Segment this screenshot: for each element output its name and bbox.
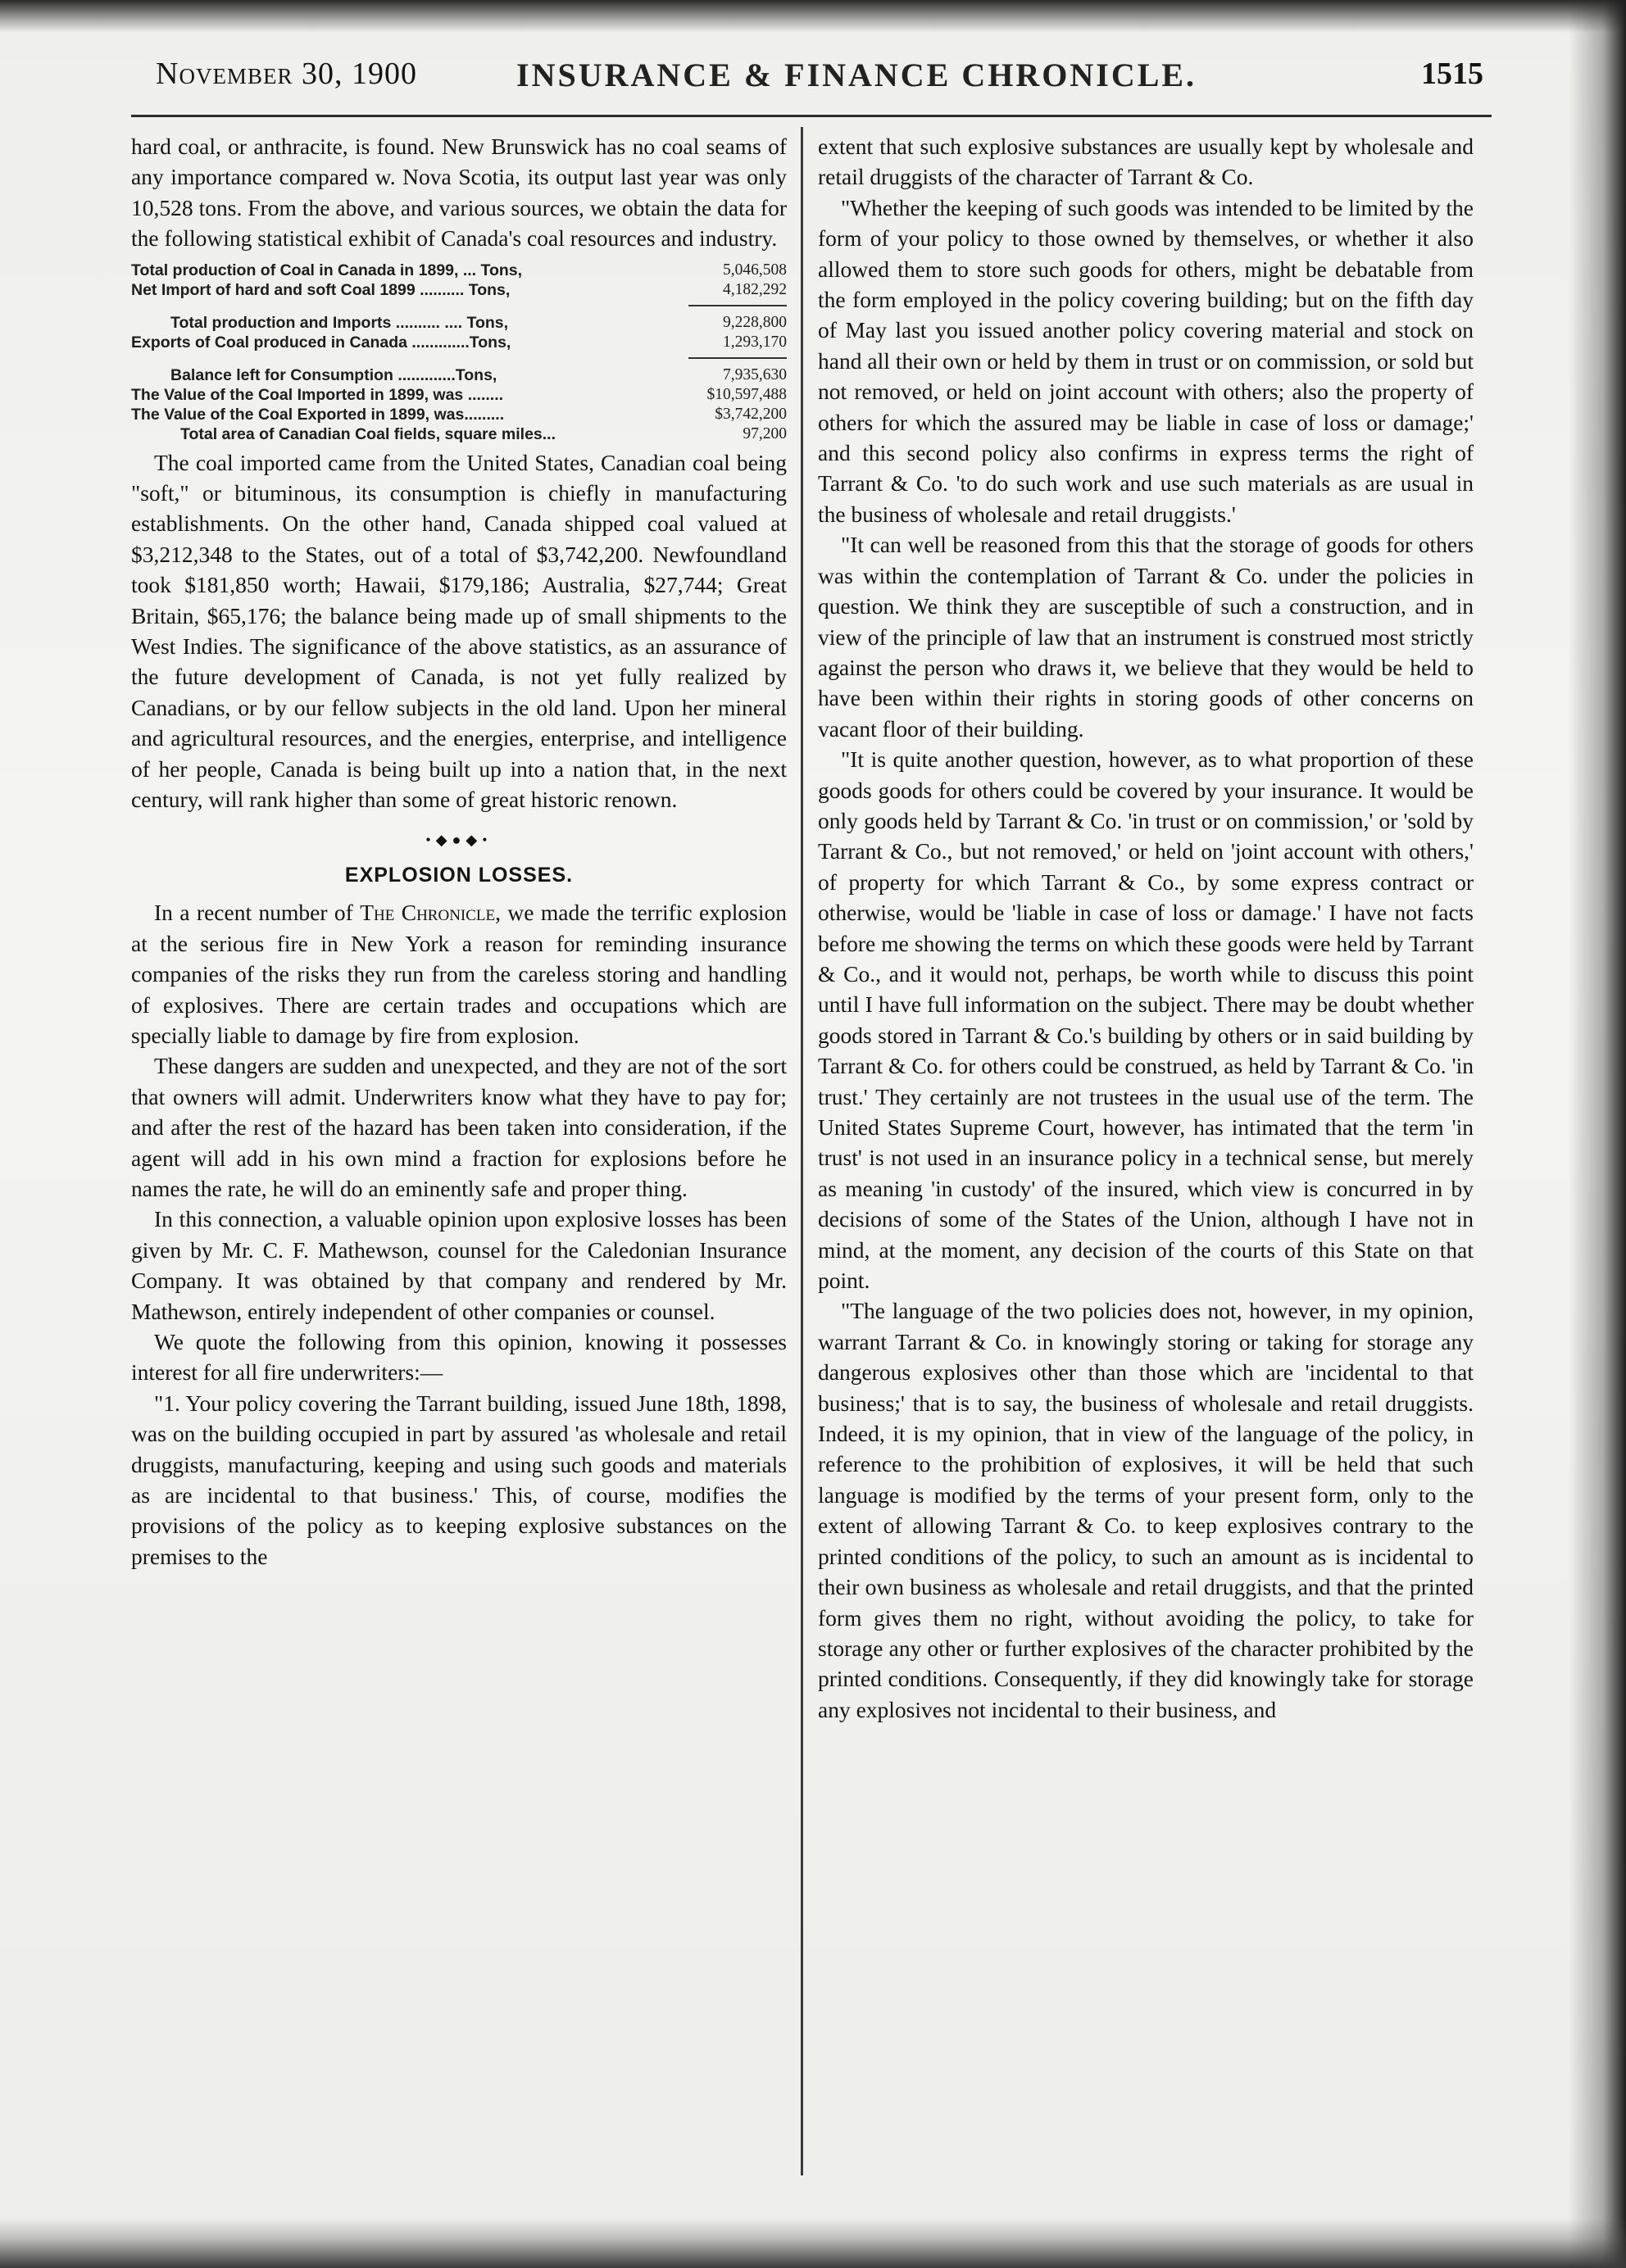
coal-imported-paragraph: The coal imported came from the United States, Canadian coal being "soft," or bituminous, its consumption is chiefly in manufacturing establishments. On the other hand, Canada shipped coal valued at $3,212,348 to the States, out of a total of $3,742,200. Newfoundland took $181,850 worth; Hawaii, $179,186; Australia, $27,744; Great Britain, $65,176; the balance being made up of small shipments to the West Indies. The significance of the above statistics, as an assurance of the future development of Canada, is not yet fully realized by Canadians, or by our fellow subjects in the old land. Upon her mineral and agricultural resources, and the energies, enterprise, and intelligence of her people, Canada is being built up into a nation that, in the next century, will rank higher than some of great historic renown. bbox=[131, 449, 787, 813]
stats-sum-rule bbox=[131, 300, 787, 313]
stats-value: $10,597,488 bbox=[706, 385, 787, 403]
stats-value: 9,228,800 bbox=[723, 313, 787, 331]
coal-intro-paragraph: hard coal, or anthracite, is found. New Brunswick has no coal seams of any importance compared w. Nova Scotia, its output last year was only 10,528 tons. From the above, and various sources, we obtain the data for the following statistical exhibit of Canada's coal resources and industry. bbox=[131, 134, 787, 252]
stats-label: Total production of Coal in Canada in 1899, ... Tons, bbox=[131, 261, 523, 279]
another-question-paragraph: "It is quite another question, however, as to what proportion of these goods goods for others could be covered by your insurance. It would be only goods held by Tarrant & Co. 'in trust or on commission,' or 'sold by Tarrant & Co., but not removed,' or held on 'joint account with others,' of property for which Tarrant & Co., by some express contract or otherwise, would be 'liable in case of loss or damage.' I have not facts before me showing the terms on which these goods were held by Tarrant & Co., and it would not, perhaps, be worth while to discuss this point until I have full information on the subject. There may be doubt whether goods stored in Tarrant & Co.'s building by others or in said building by Tarrant & Co. for others could be construed, as held by Tarrant & Co. 'in trust.' They certainly are not trustees in the usual use of the term. The United States Supreme Court, however, has intimated that the term 'in trust' is not used in an insurance policy in a technical sense, but merely as meaning 'in custody' of the insured, which view is concurred in by decisions of some of the States of the Union, although I have not in mind, at the moment, any decision of the courts of this State on that point. bbox=[818, 746, 1474, 1294]
stats-label: Total production and Imports .......... .... Tons, bbox=[170, 313, 509, 332]
recent-number-body: , we made the terrific explosion at the serious fire in New York a reason for reminding insurance companies of the risks they run from the careless storing and handling of explosives. There are certain trades and occupations which are specially liable to damage by fire from explosion. bbox=[131, 900, 787, 1048]
scan-top-shadow bbox=[0, 0, 1626, 33]
journal-name: The Chronicle bbox=[360, 900, 496, 926]
stats-sum-rule bbox=[131, 352, 787, 365]
header-date: November 30, 1900 bbox=[156, 57, 417, 91]
recent-number-lead: In a recent number of bbox=[154, 900, 361, 926]
dangers-paragraph: These dangers are sudden and unexpected, and they are not of the sort that owners will admit. Underwriters know what they have to pay for; and after the rest of the hazard has been taken into consideration, if the agent will add in his own mind a fraction for explosions before he names the rate, he will do an eminently safe and proper thing. bbox=[131, 1053, 787, 1201]
stats-label: The Value of the Coal Exported in 1899, was......... bbox=[131, 405, 505, 424]
column-divider bbox=[801, 127, 803, 2175]
coal-statistics-table bbox=[131, 261, 787, 444]
recent-number-paragraph bbox=[131, 897, 787, 1050]
stats-label: Total area of Canadian Coal fields, square miles... bbox=[180, 424, 556, 443]
running-header bbox=[156, 56, 1483, 105]
header-rule bbox=[131, 115, 1492, 117]
connection-paragraph: In this connection, a valuable opinion upon explosive losses has been given by Mr. C. F. Mathewson, counsel for the Caledonian Insurance Company. It was obtained by that company and rendered by Mr. Mathewson, entirely independent of other companies or counsel. bbox=[131, 1206, 787, 1324]
stats-row bbox=[131, 261, 787, 280]
section-ornament: •◆●◆• bbox=[425, 831, 493, 848]
stats-value: $3,742,200 bbox=[715, 405, 787, 423]
stats-row bbox=[131, 405, 787, 424]
section-heading: EXPLOSION LOSSES. bbox=[344, 863, 574, 887]
reasoned-paragraph: "It can well be reasoned from this that the storage of goods for others was within the contemplation of Tarrant & Co. under the policies in question. We think they are susceptible of such a construction, and in view of the principle of law that an instrument is construed most strictly against the person who draws it, we believe that they would be held to have been within their rights in storing goods of other concerns on vacant floor of their building. bbox=[818, 532, 1474, 742]
policy-paragraph: "1. Your policy covering the Tarrant building, issued June 18th, 1898, was on the building occupied in part by assured 'as wholesale and retail druggists, manufacturing, keeping and using such goods and materials as are incidental to that business.' This, of course, modifies the provisions of the policy as to keeping explosive substances on the premises to the bbox=[131, 1390, 787, 1569]
header-title: INSURANCE & FINANCE CHRONICLE. bbox=[516, 57, 1197, 93]
stats-value: 4,182,292 bbox=[723, 280, 787, 298]
stats-sum-line bbox=[688, 357, 787, 359]
whether-paragraph: "Whether the keeping of such goods was intended to be limited by the form of your policy to those owned by themselves, or whether it also allowed them to store such goods for others, might be debatable from the form employed in the policy covering building; but on the fifth day of May last you issued another policy covering material and stock on hand all their own or held by them in trust or on commission, or sold but not removed, or held on joint account with others; also the property of others for which the assured may be liable in case of loss or damage;' and this second policy also confirms in express terms the right of Tarrant & Co. 'to do such work and use such materials as are usual in the business of wholesale and retail druggists.' bbox=[818, 194, 1474, 527]
stats-value: 97,200 bbox=[743, 424, 787, 442]
stats-row bbox=[131, 313, 787, 333]
stats-row bbox=[131, 424, 787, 444]
scan-bottom-shadow bbox=[0, 2219, 1626, 2268]
stats-label: The Value of the Coal Imported in 1899, was ........ bbox=[131, 385, 504, 404]
stats-label: Net Import of hard and soft Coal 1899 .......... Tons, bbox=[131, 280, 511, 299]
stats-row bbox=[131, 385, 787, 405]
right-column bbox=[818, 131, 1474, 2163]
language-paragraph: "The language of the two policies does not, however, in my opinion, warrant Tarrant & Co. in knowingly storing or taking for storage any dangerous explosives other than those which are 'incidental to that business;' that is to say, the business of wholesale and retail druggists. Indeed, it is my opinion, that in view of the language of the policy, in reference to the prohibition of explosives, it will be held that such language is modified by the terms of your present form, only to the extent of allowing Tarrant & Co. to keep explosives contrary to the printed conditions of the policy, to such an amount as is incidental to their own business as wholesale and retail druggists, and that the printed form gives them no right, without avoiding the policy, to take for storage any other or further explosives of the character prohibited by the printed conditions. Consequently, if they did knowingly take for storage any explosives not incidental to their business, and bbox=[818, 1298, 1474, 1722]
left-column bbox=[131, 131, 787, 2163]
stats-value: 7,935,630 bbox=[723, 365, 787, 383]
stats-row bbox=[131, 365, 787, 385]
scan-right-shadow bbox=[1569, 0, 1626, 2268]
quote-intro-paragraph: We quote the following from this opinion, knowing it possesses interest for all fire underwriters:— bbox=[131, 1329, 787, 1386]
stats-row bbox=[131, 280, 787, 300]
stats-value: 5,046,508 bbox=[723, 261, 787, 279]
page-number: 1515 bbox=[1421, 57, 1483, 91]
continued-paragraph: extent that such explosive substances are usually kept by wholesale and retail druggists of the character of Tarrant & Co. bbox=[818, 134, 1474, 190]
stats-row bbox=[131, 333, 787, 352]
stats-label: Balance left for Consumption .............Tons, bbox=[170, 365, 497, 384]
stats-value: 1,293,170 bbox=[723, 333, 787, 351]
stats-label: Exports of Coal produced in Canada .............Tons, bbox=[131, 333, 511, 352]
stats-sum-line bbox=[688, 305, 787, 306]
